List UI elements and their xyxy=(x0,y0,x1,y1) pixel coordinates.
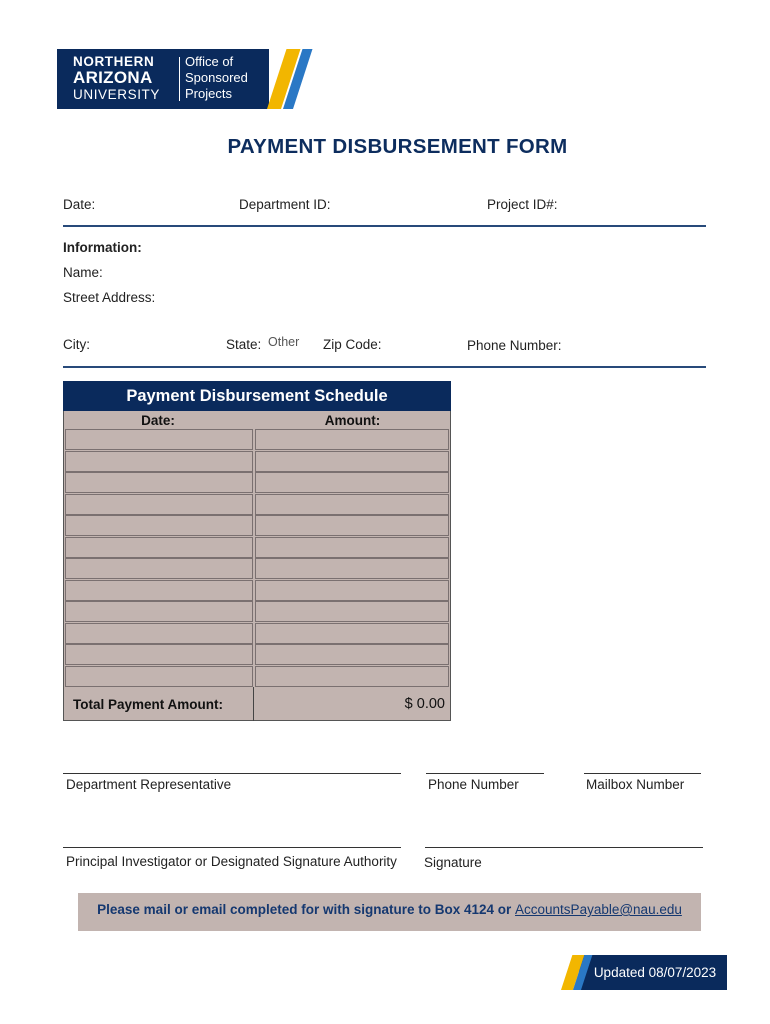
updated-badge xyxy=(549,955,727,990)
schedule-date-cell[interactable] xyxy=(65,666,253,687)
schedule-date-cell[interactable] xyxy=(65,601,253,622)
logo-line-1: NORTHERN xyxy=(73,54,155,69)
schedule-date-cell[interactable] xyxy=(65,429,253,450)
logo-right-3: Projects xyxy=(185,86,232,101)
total-label: Total Payment Amount: xyxy=(73,697,224,712)
zip-code-label: Zip Code: xyxy=(323,337,382,352)
total-divider xyxy=(253,687,254,721)
schedule-amount-cell[interactable] xyxy=(255,429,449,450)
accounts-payable-email-link[interactable]: AccountsPayable@nau.edu xyxy=(515,902,682,917)
schedule-amount-cell[interactable] xyxy=(255,558,449,579)
date-label: Date: xyxy=(63,197,96,212)
phone-number-line[interactable] xyxy=(426,773,544,774)
schedule-amount-cell[interactable] xyxy=(255,472,449,493)
logo-line-3: UNIVERSITY xyxy=(73,87,161,102)
schedule-date-cell[interactable] xyxy=(65,580,253,601)
notice-text: Please mail or email completed for with signature to Box 4124 or xyxy=(97,902,512,917)
updated-date: Updated 08/07/2023 xyxy=(593,965,717,980)
schedule-date-cell[interactable] xyxy=(65,537,253,558)
department-representative-line[interactable] xyxy=(63,773,401,774)
zip-code-field[interactable] xyxy=(388,333,460,353)
schedule-date-cell[interactable] xyxy=(65,515,253,536)
name-field[interactable] xyxy=(110,261,700,281)
schedule-amount-cell[interactable] xyxy=(255,666,449,687)
state-label: State: xyxy=(226,337,262,352)
principal-investigator-line[interactable] xyxy=(63,847,401,848)
schedule-amount-cell[interactable] xyxy=(255,580,449,601)
phone-number-field[interactable] xyxy=(568,334,702,354)
signature-line[interactable] xyxy=(425,847,703,848)
street-address-label: Street Address: xyxy=(63,290,156,305)
date-column-header: Date: xyxy=(141,413,175,428)
name-label: Name: xyxy=(63,265,103,280)
schedule-amount-cell[interactable] xyxy=(255,515,449,536)
logo-line-2: ARIZONA xyxy=(73,68,153,87)
city-field[interactable] xyxy=(95,333,215,353)
schedule-amount-cell[interactable] xyxy=(255,494,449,515)
schedule-rows xyxy=(63,429,451,689)
city-label: City: xyxy=(63,337,90,352)
department-representative-label: Department Representative xyxy=(66,777,232,792)
schedule-date-cell[interactable] xyxy=(65,472,253,493)
total-amount: $ 0.00 xyxy=(404,696,445,712)
schedule-date-cell[interactable] xyxy=(65,558,253,579)
project-id-label: Project ID#: xyxy=(487,197,558,212)
department-id-label: Department ID: xyxy=(239,197,331,212)
divider xyxy=(63,225,706,227)
project-id-field[interactable] xyxy=(562,193,702,213)
principal-investigator-label: Principal Investigator or Designated Signature Authority xyxy=(66,854,397,869)
schedule-amount-cell[interactable] xyxy=(255,537,449,558)
logo-right-2: Sponsored xyxy=(185,70,248,85)
sig-phone-number-label: Phone Number xyxy=(428,777,519,792)
schedule-date-cell[interactable] xyxy=(65,644,253,665)
state-select[interactable]: Other xyxy=(268,335,300,349)
nau-logo xyxy=(57,49,295,109)
street-address-field[interactable] xyxy=(162,286,702,306)
information-heading: Information: xyxy=(63,240,142,255)
date-field[interactable] xyxy=(100,193,220,213)
form-title: PAYMENT DISBURSEMENT FORM xyxy=(227,135,568,158)
schedule-date-cell[interactable] xyxy=(65,451,253,472)
signature-label: Signature xyxy=(424,855,482,870)
mailbox-number-label: Mailbox Number xyxy=(586,777,685,792)
schedule-amount-cell[interactable] xyxy=(255,623,449,644)
schedule-amount-cell[interactable] xyxy=(255,644,449,665)
schedule-date-cell[interactable] xyxy=(65,494,253,515)
schedule-amount-cell[interactable] xyxy=(255,451,449,472)
mailing-notice xyxy=(78,893,701,931)
department-id-field[interactable] xyxy=(335,193,475,213)
phone-number-label: Phone Number: xyxy=(467,338,562,353)
divider xyxy=(63,366,706,368)
mailbox-number-line[interactable] xyxy=(584,773,701,774)
amount-column-header: Amount: xyxy=(324,413,381,428)
schedule-amount-cell[interactable] xyxy=(255,601,449,622)
schedule-date-cell[interactable] xyxy=(65,623,253,644)
logo-right-1: Office of xyxy=(185,54,234,69)
schedule-title: Payment Disbursement Schedule xyxy=(63,381,451,411)
